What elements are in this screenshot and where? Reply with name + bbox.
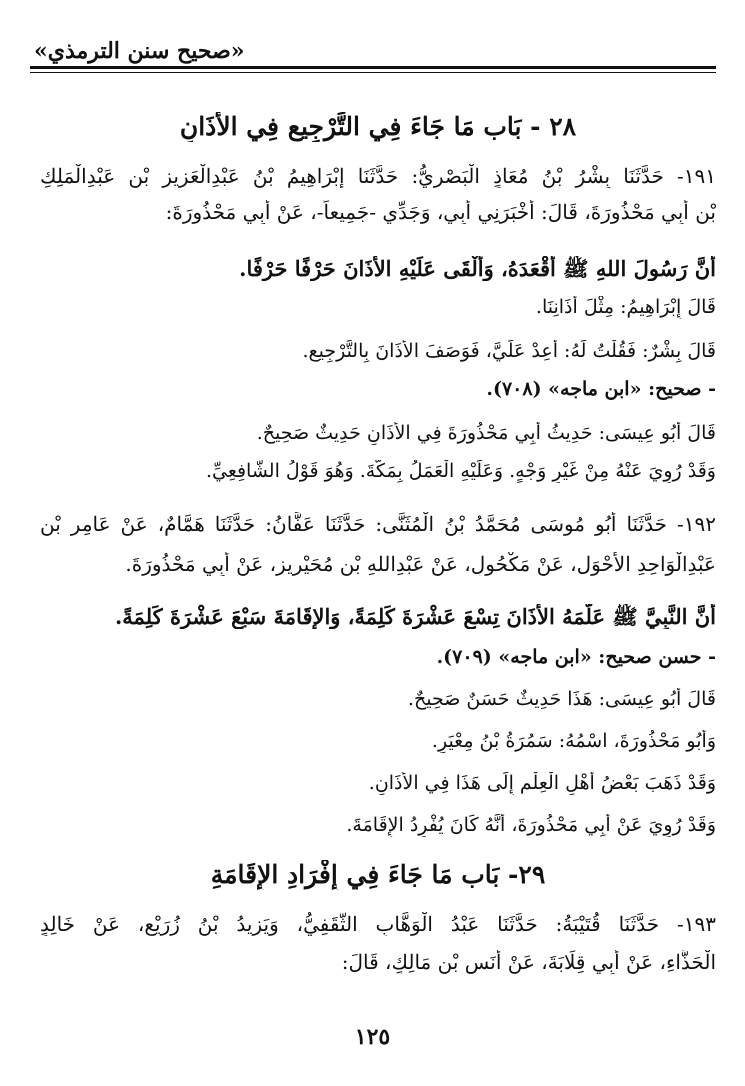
header-rule-thick	[30, 66, 716, 69]
header-rule-thin	[30, 72, 716, 73]
hadith-192-comment-name: وَأَبُو مَحْذُورَةَ، اسْمُهُ: سَمُرَةُ بْنُ مِعْيَرٍ.	[431, 730, 716, 752]
hadith-191-comment-abu-isa: قَالَ أَبُو عِيسَى: حَدِيثُ أَبِي مَحْذُورَةَ فِي الأَذَانِ حَدِيثٌ صَحِيحٌ.	[256, 422, 716, 444]
page-number: ١٢٥	[354, 1024, 391, 1050]
hadith-191-isnad-line-2: بْنِ أَبِي مَحْذُورَةَ، قَالَ: أَخْبَرَنِي أَبِي، وَجَدِّي -جَمِيعاً-، عَنْ أَبِي مَحْذُورَةَ:	[165, 200, 716, 224]
hadith-191-comment-narrations: وَقَدْ رُوِيَ عَنْهُ مِنْ غَيْرِ وَجْهٍ. وَعَلَيْهِ الْعَمَلُ بِمَكَّةَ. وَهُوَ قَوْلُ الشَّافِعِيِّ.	[205, 460, 716, 482]
hadith-193-isnad-line-1: ١٩٣- حَدَّثَنَا قُتَيْبَةُ: حَدَّثَنَا عَبْدُ الْوَهَّابِ الثَّقَفِيُّ، وَيَزِيدُ بْنُ زُرَيْعٍ، عَنْ خَالِدٍ	[40, 912, 716, 936]
hadith-192-comment-iqama: وَقَدْ رُوِيَ عَنْ أَبِي مَحْذُورَةَ، أَنَّهُ كَانَ يُفْرِدُ الإِقَامَةَ.	[346, 814, 716, 836]
hadith-192-grading: - حسن صحيح: «ابن ماجه» (٧٠٩).	[436, 646, 716, 668]
hadith-191-matn: أَنَّ رَسُولَ اللهِ ﷺ أَقْعَدَهُ، وَأَلْقَى عَلَيْهِ الأَذَانَ حَرْفًا حَرْفًا.	[239, 256, 716, 281]
hadith-191-grading: - صحيح: «ابن ماجه» (٧٠٨).	[486, 378, 716, 400]
hadith-191-note-ibrahim: قَالَ إِبْرَاهِيمُ: مِثْلَ أَذَانِنَا.	[535, 296, 716, 318]
hadith-192-comment-abu-isa: قَالَ أَبُو عِيسَى: هَذَا حَدِيثٌ حَسَنٌ صَحِيحٌ.	[407, 688, 716, 710]
hadith-193-isnad-line-2: الْحَذَّاءِ، عَنْ أَبِي قِلَابَةَ، عَنْ أَنَسِ بْنِ مَالِكٍ، قَالَ:	[341, 950, 716, 974]
chapter-heading-28: ٢٨ - بَاب مَا جَاءَ فِي التَّرْجِيعِ فِي الأَذَانِ	[179, 112, 577, 141]
hadith-191-isnad-line-1: ١٩١- حَدَّثَنَا بِشْرُ بْنُ مُعَاذٍ الْبَصْرِيُّ: حَدَّثَنَا إِبْرَاهِيمُ بْنُ عَبْدِالْعَزِيزِ بْنِ عَبْدِالْمَلِكِ	[40, 164, 716, 188]
chapter-heading-29: ٢٩- بَاب مَا جَاءَ فِي إِفْرَادِ الإِقَامَةِ	[210, 860, 546, 889]
hadith-192-isnad-line-1: ١٩٢- حَدَّثَنَا أَبُو مُوسَى مُحَمَّدُ بْنُ الْمُثَنَّى: حَدَّثَنَا عَفَّانُ: حَدَّثَنَا هَمَّامٌ، عَنْ عَامِرِ بْنِ	[40, 512, 716, 536]
hadith-192-matn: أَنَّ النَّبِيَّ ﷺ عَلَّمَهُ الأَذَانَ تِسْعَ عَشْرَةَ كَلِمَةً، وَالإِقَامَةَ سَبْعَ عَشْرَةَ كَلِمَةً.	[114, 604, 716, 629]
hadith-191-note-bishr: قَالَ بِشْرٌ: فَقُلْتُ لَهُ: أَعِدْ عَلَيَّ، فَوَصَفَ الأَذَانَ بِالتَّرْجِيعِ.	[302, 340, 716, 362]
hadith-192-comment-scholars: وَقَدْ ذَهَبَ بَعْضُ أَهْلِ الْعِلْمِ إِلَى هَذَا فِي الأَذَانِ.	[368, 772, 716, 794]
hadith-192-isnad-line-2: عَبْدِالْوَاحِدِ الأَحْوَلِ، عَنْ مَكْحُولٍ، عَنْ عَبْدِاللهِ بْنِ مُحَيْرِيزٍ، عَنْ أَبِي مَحْذُورَةَ.	[125, 552, 716, 576]
running-header-title: «صحيح سنن الترمذي»	[34, 38, 245, 64]
